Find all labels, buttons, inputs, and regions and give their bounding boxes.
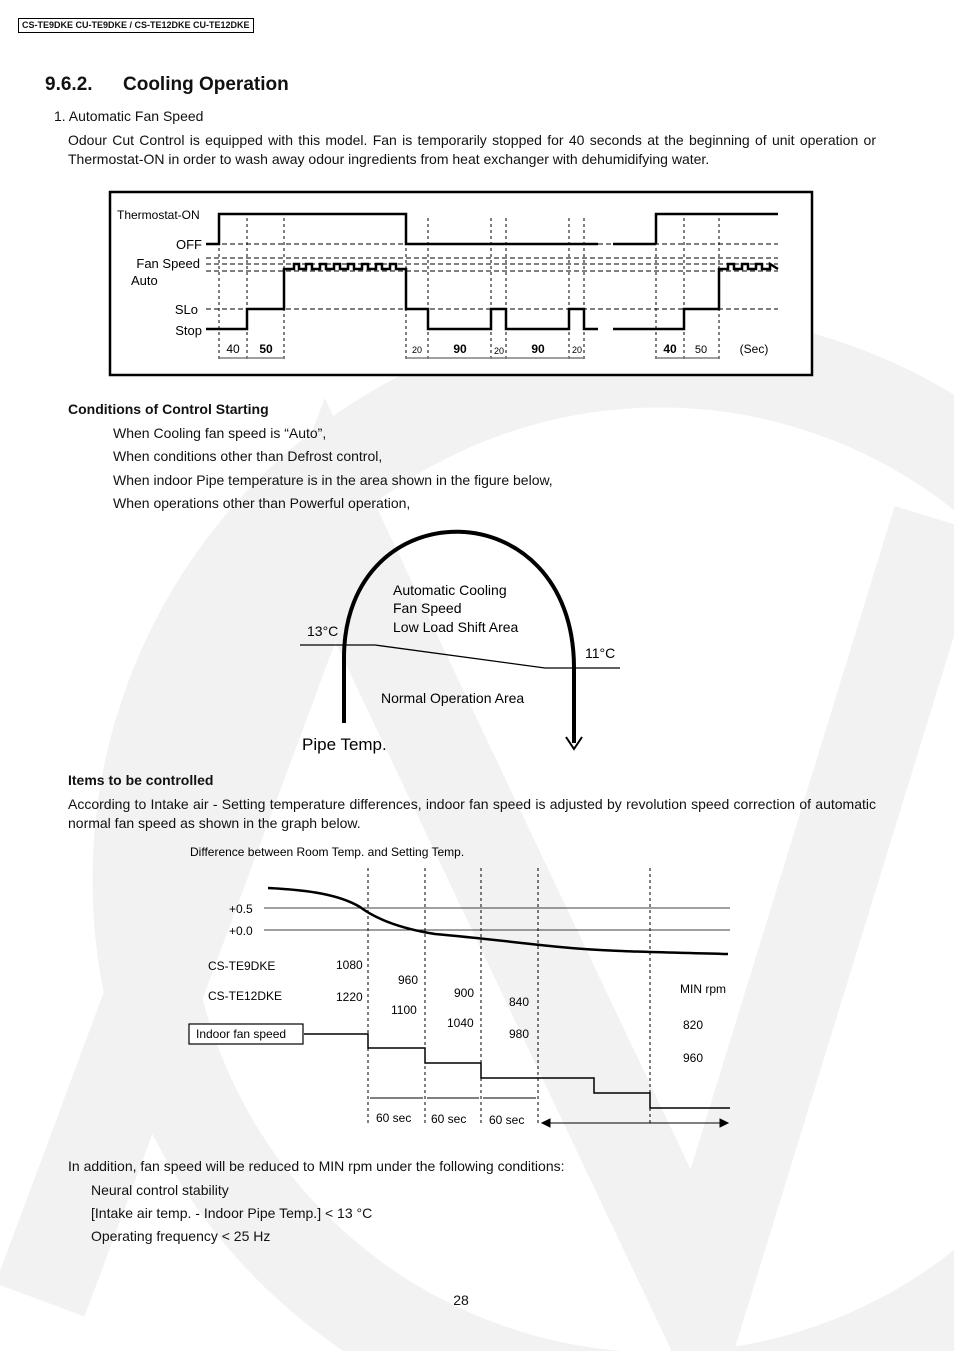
label-off: OFF [176,237,202,252]
min-rpm-te9: 820 [683,1018,704,1032]
items-controlled-heading: Items to be controlled [68,772,214,788]
label-slo: SLo [174,302,198,317]
area-upper-line: Fan Speed [393,600,462,616]
temp-11: 11°C [585,645,616,661]
duration-label: 20 [493,346,505,356]
addition-item: [Intake air temp. - Indoor Pipe Temp.] < 13 °C [91,1205,373,1221]
model-label: CS-TE9DKE [208,959,276,973]
temp-13: 13°C [307,623,339,639]
duration-label: 40 [663,342,677,356]
rpm-te9: 960 [398,973,419,987]
label-seconds: (Sec) [739,342,769,356]
timing-chart [108,190,815,380]
duration-label: 90 [453,342,467,356]
interval-label: 60 sec [431,1112,467,1126]
label-fan-speed: Fan Speed [136,256,200,271]
condition-item: When operations other than Powerful operation, [113,495,411,511]
addition-item: Neural control stability [91,1182,229,1198]
fan-speed-chart [180,840,740,1140]
item-label: 1. Automatic Fan Speed [54,108,204,124]
condition-item: When Cooling fan speed is “Auto”, [113,425,327,441]
rpm-te12: 980 [509,1027,530,1041]
min-rpm-label: MIN rpm [680,982,726,996]
duration-label: 50 [694,344,708,356]
level-label: +0.0 [229,924,253,938]
rpm-te12: 1220 [336,990,363,1004]
label-thermostat-on: Thermostat-ON [117,208,200,222]
rpm-te12: 1100 [391,1003,417,1017]
duration-label: 20 [411,345,423,355]
section-title [45,74,289,96]
area-upper-line: Automatic Cooling [393,582,507,598]
item-body: Odour Cut Control is equipped with this model. Fan is temporarily stopped for 40 seconds at the beginning of unit operation or Thermostat-ON in order to wash away odour ingredients from heat exchanger with dehumidifying water. [68,132,876,167]
condition-item: When conditions other than Defrost control, [113,448,383,464]
indoor-fan-speed-legend: Indoor fan speed [196,1027,287,1041]
duration-label: 50 [259,342,273,356]
area-upper-line: Low Load Shift Area [393,619,519,635]
section-heading: Cooling Operation [123,74,289,95]
model-header: CS-TE9DKE CU-TE9DKE / CS-TE12DKE CU-TE12DKE [18,18,254,33]
area-lower: Normal Operation Area [381,690,525,706]
interval-label: 60 sec [376,1111,412,1125]
rpm-te9: 900 [454,986,475,1000]
pipe-temp-chart [295,528,625,758]
conditions-heading: Conditions of Control Starting [68,401,269,417]
label-stop: Stop [175,323,202,338]
duration-label: 90 [531,342,545,356]
addition-intro: In addition, fan speed will be reduced to MIN rpm under the following conditions: [68,1158,565,1174]
fan-chart-title: Difference between Room Temp. and Setting Temp. [190,845,465,859]
section-number: 9.6.2. [45,74,93,95]
items-controlled-body: According to Intake air - Setting temperature differences, indoor fan speed is adjusted by revolution speed correction of automatic normal fan speed as shown in the graph below. [68,796,876,831]
interval-label: 60 sec [489,1113,525,1127]
rpm-te12: 1040 [447,1016,474,1030]
model-label: CS-TE12DKE [208,989,283,1003]
addition-item: Operating frequency < 25 Hz [91,1228,271,1244]
duration-label: 20 [571,345,583,355]
rpm-te9: 840 [509,995,530,1009]
condition-item: When indoor Pipe temperature is in the area shown in the figure below, [113,472,553,488]
duration-label: 40 [226,342,240,356]
min-rpm-te12: 960 [683,1051,704,1065]
rpm-te9: 1080 [336,958,363,972]
page-number: 28 [453,1292,469,1308]
level-label: +0.5 [229,902,253,916]
label-auto: Auto [131,273,158,288]
pipe-temp-axis-label: Pipe Temp. [302,735,387,754]
